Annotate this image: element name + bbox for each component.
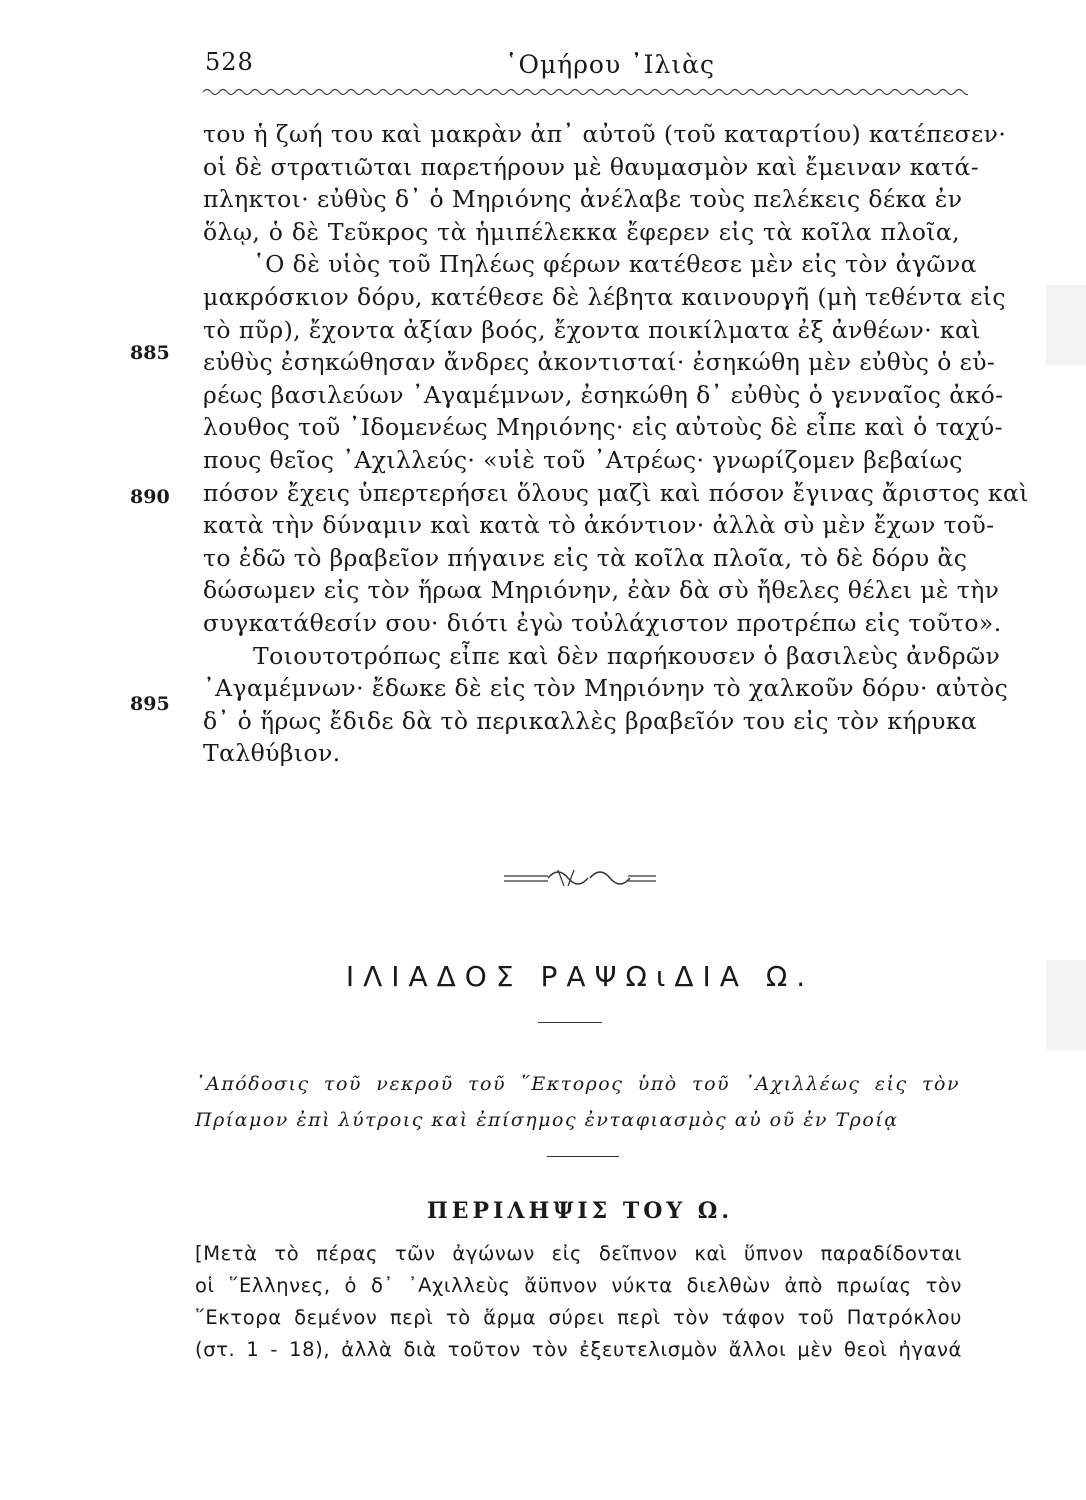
text-line: πληκτοι· εὐθὺς δ᾿ ὁ Μηριόνης ἀνέλαβε τοὺς πελέκεις δέκα ἐν [203,185,963,214]
text-line: ᾿Αγαμέμνων· ἔδωκε δὲ εἰς τὸν Μηριόνην τὸ χαλκοῦν δόρυ· αὐτὸς [203,674,1009,703]
fleuron-ornament [500,864,660,894]
running-head: ῾Ομήρου ᾿Ιλιὰς [505,50,716,79]
text-line: ρέως βασιλεύων ᾿Αγαμέμνων, ἐσηκώθη δ᾿ εὐθὺς ὁ γενναῖος ἀκό- [203,380,1004,409]
text-line: πόσον ἔχεις ὑπερτερήσει ὅλους μαζὶ καὶ πόσον ἔγινας ἄριστος καὶ [203,478,1029,507]
rhapsody-subtitle [195,1066,960,1138]
binding-edge-mark [1046,285,1086,365]
text-line: Ταλθύβιον. [203,739,341,768]
subtitle-rule [547,1156,619,1157]
text-line: συγκατάθεσίν σου· διότι ἐγὼ τοὐλάχιστον προτρέπω εἰς τοῦτο». [203,608,1002,637]
main-text [203,118,1029,770]
text-line: τὸ πῦρ), ἔχοντα ἀξίαν βοός, ἔχοντα ποικίλματα ἐξ ἀνθέων· καὶ [203,315,981,344]
text-line: πους θεῖος ᾿Αχιλλεύς· «υἱὲ τοῦ ᾿Ατρέως· γνωρίζομεν βεβαίως [203,445,963,474]
text-line: Τοιουτοτρόπως εἶπε καὶ δὲν παρήκουσεν ὁ βασιλεὺς ἀνδρῶν [253,641,1001,670]
text-line: το ἐδῶ τὸ βραβεῖον πήγαινε εἰς τὰ κοῖλα πλοῖα, τὸ δὲ δόρυ ἂς [203,543,968,572]
line-number-885: 885 [130,342,170,364]
title-rule [538,1022,602,1023]
summary-line: (στ. 1 - 18), ἀλλὰ διὰ τοῦτον τὸν ἐξευτελισμὸν ἄλλοι μὲν θεοὶ ἠγανά [195,1338,962,1361]
summary-line: ῞Εκτορα δεμένον περὶ τὸ ἅρμα σύρει περὶ τὸν τάφον τοῦ Πατρόκλου [195,1306,962,1329]
rhapsody-title: ΙΛΙΑΔΟΣ ΡΑΨΩιΔΙΑ Ω. [345,960,815,993]
binding-edge-mark [1046,960,1086,1050]
text-line: δ᾿ ὁ ἥρως ἔδιδε δὰ τὸ περικαλλὲς βραβεῖόν του εἰς τὸν κήρυκα [203,706,978,735]
summary-text [195,1238,962,1366]
subtitle-line: ᾿Απόδοσις τοῦ νεκροῦ τοῦ ῞Εκτορος ὑπὸ τοῦ ᾿Αχιλλέως εἰς τὸν [195,1073,960,1095]
text-line: λουθος τοῦ ᾿Ιδομενέως Μηριόνης· εἰς αὐτοὺς δὲ εἶπε καὶ ὁ ταχύ- [203,413,1003,442]
text-line: εὐθὺς ἐσηκώθησαν ἄνδρες ἀκοντισταί· ἐσηκώθη μὲν εὐθὺς ὁ εὐ- [203,348,996,377]
text-line: μακρόσκιον δόρυ, κατέθεσε δὲ λέβητα καινουργῆ (μὴ τεθέντα εἰς [203,282,1006,311]
text-line: ῾Ο δὲ υἱὸς τοῦ Πηλέως φέρων κατέθεσε μὲν εἰς τὸν ἀγῶνα [253,250,977,279]
text-line: οἱ δὲ στρατιῶται παρετήρουν μὲ θαυμασμὸν καὶ ἔμειναν κατά- [203,152,980,181]
page-header [205,48,965,88]
line-number-890: 890 [130,486,170,508]
subtitle-line: Πρίαμον ἐπὶ λύτροις καὶ ἐπίσημος ἐνταφιασμὸς αὐ οῦ ἐν Τροίᾳ [195,1109,899,1131]
page-number: 528 [205,48,254,76]
text-line: του ἡ ζωή του καὶ μακρὰν ἀπ᾿ αὐτοῦ (τοῦ καταρτίου) κατέπεσεν· [203,120,1007,148]
summary-line: οἱ ῞Ελληνες, ὁ δ᾿ ᾿Αχιλλεὺς ἄϋπνον νύκτα διελθὼν ἀπὸ πρωίας τὸν [195,1274,962,1297]
text-line: δώσωμεν εἰς τὸν ἥρωα Μηριόνην, ἐὰν δὰ σὺ ἤθελες θέλει μὲ τὴν [203,576,1000,605]
line-number-895: 895 [130,693,170,715]
text-line: κατὰ τὴν δύναμιν καὶ κατὰ τὸ ἀκόντιον· ἀλλὰ σὺ μὲν ἔχων τοῦ- [203,511,995,540]
summary-line: [Μετὰ τὸ πέρας τῶν ἀγώνων εἰς δεῖπνον καὶ ὕπνον παραδίδονται [195,1242,962,1265]
summary-heading: ΠΕΡΙΛΗΨΙΣ ΤΟΥ Ω. [427,1198,733,1224]
wavy-header-rule [203,84,968,98]
text-line: ὅλῳ, ὁ δὲ Τεῦκρος τὰ ἡμιπέλεκκα ἔφερεν εἰς τὰ κοῖλα πλοῖα, [203,217,960,246]
